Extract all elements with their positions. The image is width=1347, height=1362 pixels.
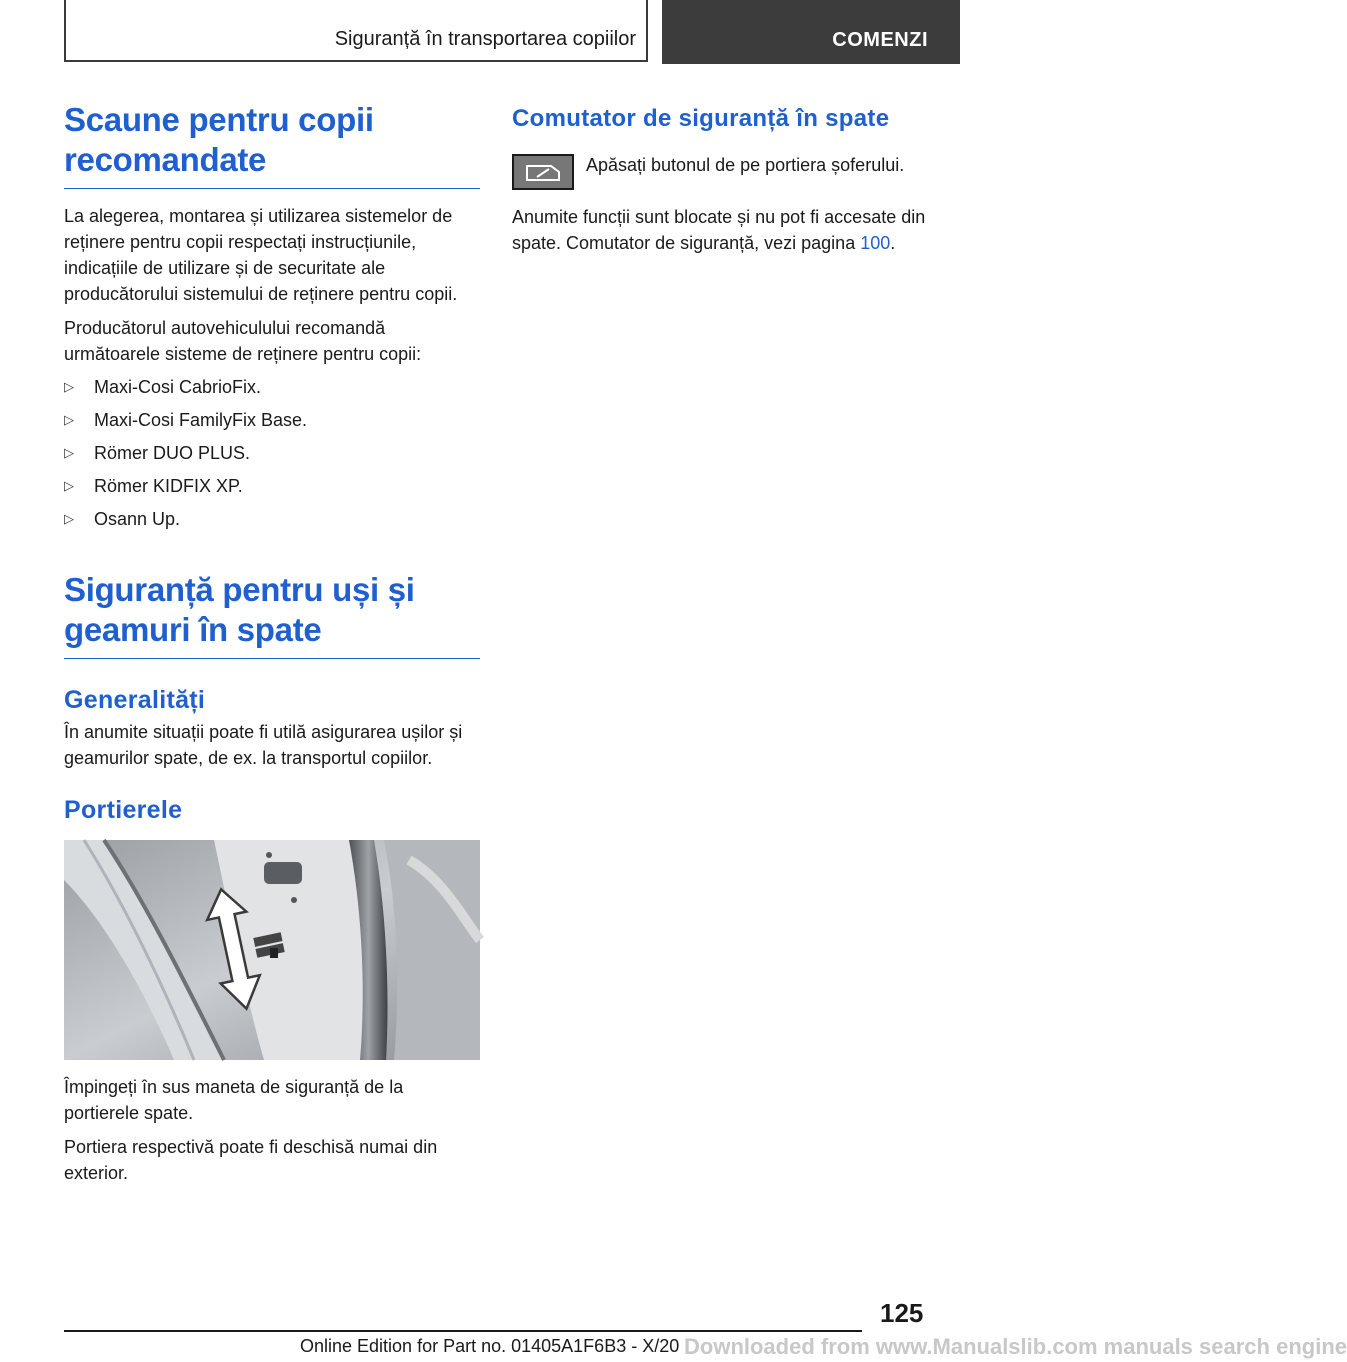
header-chapter-title: COMENZI bbox=[832, 29, 928, 51]
watermark: Downloaded from www.Manualslib.com manuals search engine bbox=[684, 1334, 1347, 1359]
list-item: ▷ Römer DUO PLUS. bbox=[64, 440, 480, 466]
bullet-icon: ▷ bbox=[64, 511, 74, 526]
bullet-icon: ▷ bbox=[64, 445, 74, 460]
list-item: ▷ Osann Up. bbox=[64, 506, 480, 532]
heading-rear-safety-switch: Comutator de siguranță în spate bbox=[512, 105, 890, 132]
page-header bbox=[64, 0, 960, 64]
list-item: ▷ Maxi-Cosi FamilyFix Base. bbox=[64, 407, 480, 433]
paragraph-seats-recommendation: Producătorul autovehiculului recomandă următoarele sisteme de reținere pentru copii: bbox=[64, 318, 422, 364]
header-section-box bbox=[64, 0, 648, 62]
bullet-icon: ▷ bbox=[64, 379, 74, 394]
footer-divider bbox=[64, 1330, 862, 1332]
heading-recommended-seats: Scaune pentru copii recomandate bbox=[64, 100, 480, 189]
bullet-icon: ▷ bbox=[64, 478, 74, 493]
list-item: ▷ Maxi-Cosi CabrioFix. bbox=[64, 374, 480, 400]
heading-doors: Portierele bbox=[64, 796, 183, 824]
paragraph-door-opens-outside: Portiera respectivă poate fi deschisă numai din exterior. bbox=[64, 1137, 438, 1183]
right-column bbox=[512, 100, 928, 256]
switch-instruction-row bbox=[512, 152, 928, 190]
child-lock-window-icon bbox=[512, 154, 574, 190]
heading-door-window-safety: Siguranță pentru uși și geamuri în spate bbox=[64, 570, 480, 659]
footer-edition: Online Edition for Part no. 01405A1F6B3 - X/20 bbox=[300, 1336, 680, 1356]
door-lock-illustration bbox=[64, 840, 480, 1060]
switch-instruction-text: Apăsați butonul de pe portiera șoferului. bbox=[586, 155, 905, 175]
left-column bbox=[64, 100, 480, 1186]
page-number: 125 bbox=[880, 1298, 924, 1328]
seats-list bbox=[64, 374, 480, 532]
page-reference-link[interactable]: 100 bbox=[860, 233, 891, 253]
header-chapter-box bbox=[662, 0, 960, 64]
paragraph-seats-instructions: La alegerea, montarea și utilizarea sistemelor de reținere pentru copii respectați instrucțiunile, indicațiile de utilizare și de securitate ale producătorului sistemului de reținere pentru copii. bbox=[64, 206, 458, 304]
heading-general: Generalități bbox=[64, 686, 206, 714]
header-section-title: Siguranță în transportarea copiilor bbox=[334, 28, 636, 50]
paragraph-general: În anumite situații poate fi utilă asigurarea ușilor și geamurilor spate, de ex. la transportul copiilor. bbox=[64, 722, 463, 768]
paragraph-push-lever: Împingeți în sus maneta de siguranță de la portierele spate. bbox=[64, 1077, 404, 1123]
paragraph-blocked-functions: Anumite funcții sunt blocate și nu pot fi accesate din spate. Comutator de siguranță, vezi pagina 100. bbox=[512, 207, 926, 253]
list-item: ▷ Römer KIDFIX XP. bbox=[64, 473, 480, 499]
bullet-icon: ▷ bbox=[64, 412, 74, 427]
